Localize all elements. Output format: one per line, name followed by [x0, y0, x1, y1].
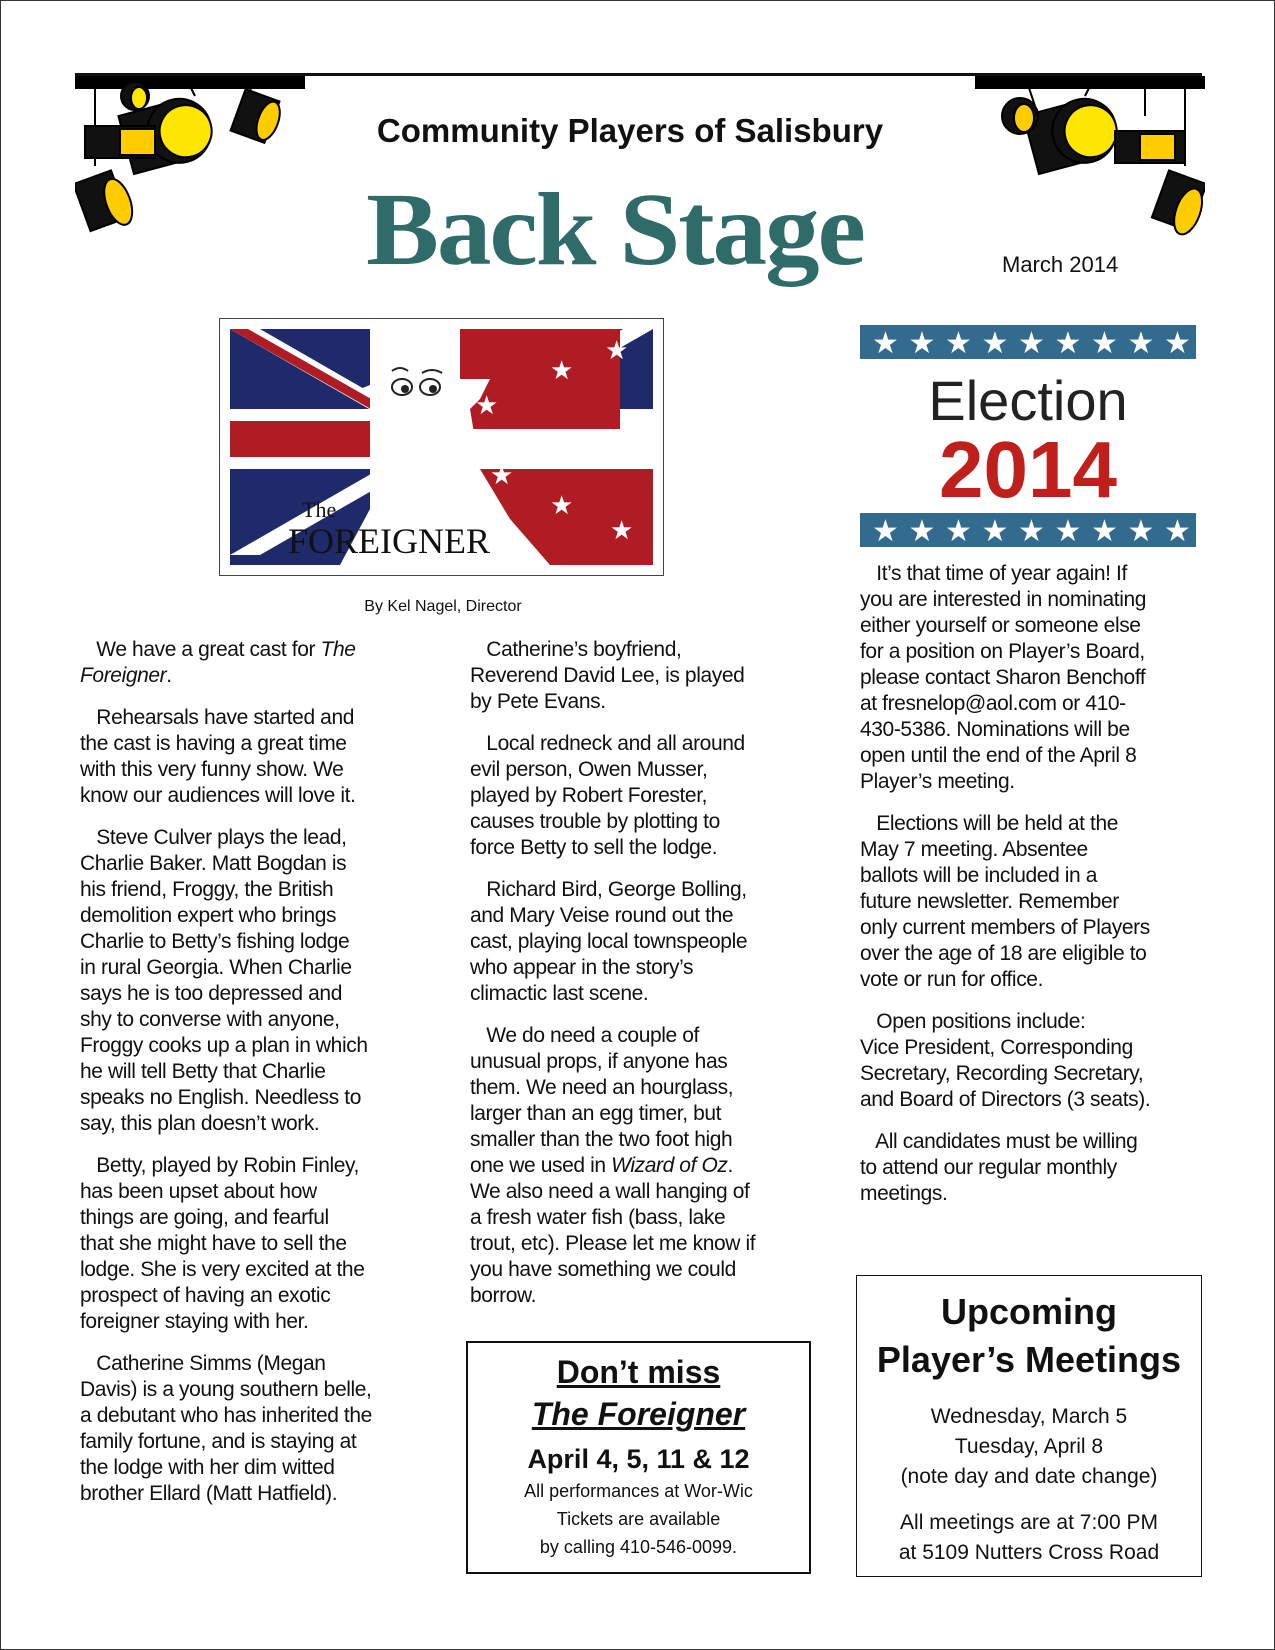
article-paragraph: [80, 1351, 372, 1507]
star-icon: ★: [1164, 515, 1191, 547]
star-icon: ★: [1164, 327, 1191, 360]
italic-title-text: The Foreigner: [80, 638, 356, 687]
article-paragraph: [470, 637, 755, 715]
star-icon: ★: [1054, 327, 1082, 360]
poster-title-large: FOREIGNER: [288, 521, 491, 561]
show-box-line: by calling 410-546-0099.: [539, 1537, 738, 1557]
article-paragraph: [80, 1153, 372, 1335]
star-icon: ★: [908, 327, 936, 360]
article-paragraph: [470, 877, 755, 1007]
star-icon: ★: [1054, 515, 1082, 547]
star-icon: ★: [872, 327, 899, 360]
paragraph-text: It’s that time of year again! If you are interested in nominating either yourself or someone else for a position on Player’s Board, please contact Sharon Benchoff at fresnelop@aol.com or 410- 430-5386. Nominations will be open until the end of the April 8 Player’s meeting.: [860, 562, 1147, 793]
stage-lights-left-image: [75, 76, 305, 241]
star-icon: ★: [981, 515, 1009, 547]
star-icon: ★: [1127, 515, 1155, 547]
paragraph-text: .: [166, 664, 172, 687]
star-icon: ★: [1091, 515, 1118, 547]
poster-title-small: The: [302, 497, 337, 522]
meeting-info: All meetings are at 7:00 PM: [900, 1511, 1158, 1534]
stage-lights-right-image: [975, 76, 1205, 241]
paragraph-text: Richard Bird, George Bolling, and Mary Veise round out the cast, playing local townspeople who appear in the story’s climactic last scene.: [470, 878, 748, 1005]
foreigner-poster-image: [219, 318, 664, 576]
star-icon: ★: [981, 327, 1009, 360]
paragraph-text: We have a great cast for: [80, 638, 321, 661]
article-paragraph: [80, 637, 372, 689]
meeting-info: at 5109 Nutters Cross Road: [898, 1541, 1160, 1564]
meetings-title-line1: Upcoming: [941, 1291, 1117, 1332]
article-paragraph: [470, 731, 755, 861]
issue-date: March 2014: [1002, 252, 1119, 277]
paragraph-text: Catherine Simms (Megan Davis) is a young southern belle, a debutant who has inherited the family fortune, and is staying at the lodge with her dim witted brother Ellard (Matt Hatfield).: [80, 1352, 372, 1505]
svg-text:★: ★: [550, 355, 574, 385]
meeting-note: (note day and date change): [900, 1465, 1158, 1488]
newsletter-masthead: Back Stage: [366, 172, 864, 287]
paragraph-text: Rehearsals have started and the cast is having a great time with this very funny show. We know our audiences will love it.: [80, 706, 356, 807]
svg-text:★: ★: [475, 390, 499, 420]
star-icon: ★: [945, 515, 972, 547]
star-icon: ★: [1018, 327, 1045, 360]
show-announcement-box: [466, 1341, 811, 1574]
meeting-date: Wednesday, March 5: [930, 1405, 1128, 1428]
italic-title-text: Wizard of Oz: [611, 1154, 728, 1177]
svg-text:★: ★: [550, 490, 574, 520]
article-column-1: [80, 637, 372, 1523]
election-column: [860, 561, 1150, 1223]
star-icon: ★: [1018, 515, 1045, 547]
meetings-title-line2: Player’s Meetings: [876, 1339, 1182, 1380]
article-column-2: [470, 637, 755, 1325]
show-box-heading: Don’t miss: [556, 1354, 721, 1390]
paragraph-text: All candidates must be willing to attend our regular monthly meetings.: [860, 1130, 1138, 1205]
svg-text:★: ★: [610, 515, 634, 545]
article-paragraph: [860, 561, 1150, 795]
article-paragraph: [80, 705, 372, 809]
show-box-line: Tickets are available: [556, 1509, 721, 1529]
article-paragraph: [470, 1023, 755, 1309]
svg-text:★: ★: [605, 335, 629, 365]
show-box-dates: April 4, 5, 11 & 12: [527, 1444, 750, 1474]
paragraph-text: . We also need a wall hanging of a fresh water fish (bass, lake trout, etc). Please let me know if you have something we could borrow.: [470, 1154, 756, 1307]
star-icon: ★: [1091, 327, 1118, 360]
svg-text:★: ★: [490, 460, 514, 490]
paragraph-text: Open positions include: Vice President, Corresponding Secretary, Recording Secretary, and Board of Directors (3 seats).: [860, 1010, 1151, 1111]
show-box-title: The Foreigner: [531, 1396, 746, 1432]
article-paragraph: [860, 1009, 1150, 1113]
paragraph-text: Steve Culver plays the lead, Charlie Baker. Matt Bogdan is his friend, Froggy, the British demolition expert who brings Charlie to Betty’s fishing lodge in rural Georgia. When Charlie says he is too depressed and shy to converse with anyone, Froggy cooks up a plan in which he will tell Betty that Charlie speaks no English. Needless to say, this plan doesn’t work.: [80, 826, 368, 1135]
election-2014-banner: [860, 325, 1196, 547]
star-icon: ★: [908, 515, 936, 547]
meeting-date: Tuesday, April 8: [954, 1435, 1104, 1458]
show-box-line: All performances at Wor-Wic: [524, 1481, 753, 1501]
star-icon: ★: [872, 515, 899, 547]
paragraph-text: Local redneck and all around evil person, Owen Musser, played by Robert Forester, causes trouble by plotting to force Betty to sell the lodge.: [470, 732, 745, 859]
star-icon: ★: [945, 327, 972, 360]
paragraph-text: Catherine’s boyfriend, Reverend David Lee, is played by Pete Evans.: [470, 638, 745, 713]
article-paragraph: [860, 1129, 1150, 1207]
election-year: 2014: [939, 425, 1117, 514]
paragraph-text: Betty, played by Robin Finley, has been upset about how things are going, and fearful that she might have to sell the lodge. She is very excited at the prospect of having an exotic foreigner staying with her.: [80, 1154, 365, 1333]
article-paragraph: [80, 825, 372, 1137]
article-byline: By Kel Nagel, Director: [364, 598, 522, 615]
election-word: Election: [928, 369, 1128, 432]
paragraph-text: We do need a couple of unusual props, if anyone has them. We need an hourglass, larger than an egg timer, but smaller than the two foot high one we used in: [470, 1024, 734, 1177]
organization-name: Community Players of Salisbury: [376, 112, 884, 149]
svg-text:★: ★: [540, 425, 564, 455]
paragraph-text: Elections will be held at the May 7 meeting. Absentee ballots will be included in a future newsletter. Remember only current members of Players over the age of 18 are eligible to vote or run for office.: [860, 812, 1150, 991]
star-icon: ★: [1127, 327, 1155, 360]
article-paragraph: [860, 811, 1150, 993]
upcoming-meetings-box: [856, 1275, 1202, 1577]
